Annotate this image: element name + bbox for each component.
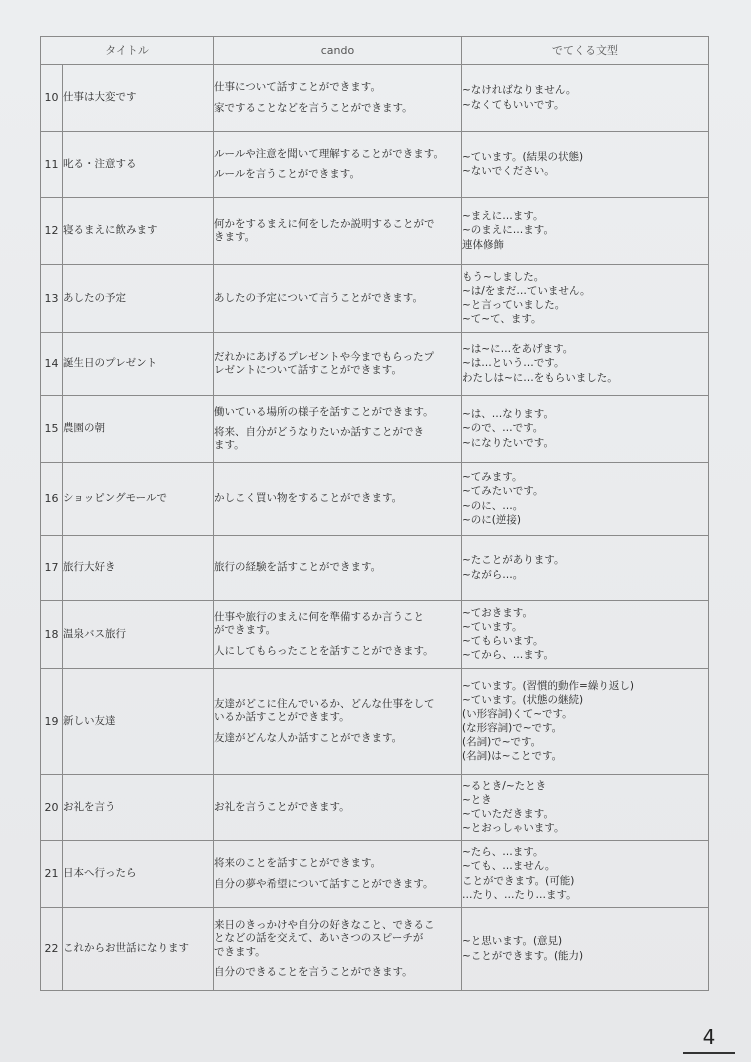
grammar-pattern: ~ながら…。 [462,568,524,581]
table-header-row [41,37,709,65]
lesson-number: 18 [41,601,63,669]
cando-statement: 人にしてもらったことを話すことができます。 [214,644,434,657]
grammar-pattern: ~てみたいです。 [462,485,544,498]
lesson-number: 10 [41,65,63,132]
cando-statement: 仕事や旅行のまえに何を準備するか言うこと ができます。 [214,611,424,637]
lesson-number: 20 [41,775,63,841]
table-body [41,65,709,991]
grammar-cell [462,463,709,536]
cando-statement: だれかにあげるプレゼントや今までもらったプ レゼントについて話すことができます。 [214,350,435,376]
cando-statement: 友達がどこに住んでいるか、どんな仕事をして いるか話すことができます。 [214,698,435,724]
lesson-title: 新しい友達 [63,669,214,775]
cando-statement: 何かをするまえに何をしたか説明することがで きます。 [214,217,435,243]
lesson-number: 11 [41,132,63,198]
cando-cell [214,536,462,601]
cando-cell [214,265,462,333]
cando-statement: 自分の夢や希望について話すことができます。 [214,877,434,890]
grammar-cell [462,132,709,198]
grammar-pattern: ~ていただきます。 [462,808,554,820]
grammar-pattern: ~になりたいです。 [462,436,554,449]
cando-statement: 旅行の経験を話すことができます。 [214,561,382,574]
grammar-cell [462,65,709,132]
grammar-pattern: ~と思います。(意見) [462,935,563,948]
grammar-pattern: 連体修飾 [462,238,504,251]
grammar-cell [462,333,709,396]
cando-statement: 将来のことを話すことができます。 [214,857,382,870]
lesson-number: 13 [41,265,63,333]
grammar-pattern: ~るとき/~たとき [462,779,547,792]
table-row [41,463,709,536]
grammar-cell [462,841,709,908]
grammar-pattern: ~ことができます。(能力) [462,949,584,962]
lesson-title: 日本へ行ったら [63,841,214,908]
lesson-title: あしたの予定 [63,265,214,333]
table-row [41,265,709,333]
grammar-pattern: ことができます。(可能) [462,874,575,887]
page-number: 4 [702,1025,716,1049]
grammar-pattern: ~のに、…。 [462,499,524,512]
header-grammar-column: でてくる文型 [462,37,709,65]
grammar-pattern: ~なければなりません。 [462,84,577,97]
grammar-pattern: ~ので、…です。 [462,422,544,435]
table-row [41,908,709,991]
grammar-pattern: ~のに(逆接) [462,513,521,526]
table-row [41,132,709,198]
table-row [41,396,709,463]
grammar-pattern: ~ています。 [462,620,523,633]
grammar-pattern: ~ても、…ません。 [462,860,556,873]
cando-statement: ルールを言うことができます。 [214,168,360,180]
cando-statement: 来日のきっかけや自分の好きなこと、できるこ となどの話を交えて、あいさつのスピーチが できます。 [214,919,435,958]
grammar-pattern: ~なくてもいいです。 [462,98,565,111]
grammar-pattern: ~たら、…ます。 [462,846,544,859]
cando-cell [214,669,462,775]
grammar-pattern: (名詞)で~です。 [462,736,542,749]
grammar-pattern: ~ています。(状態の継続) [462,693,584,706]
cando-statement: あしたの予定について言うことができます。 [214,291,423,304]
grammar-pattern: ~てもらいます。 [462,635,544,647]
lesson-number: 21 [41,841,63,908]
grammar-pattern: ~と言っていました。 [462,299,566,311]
grammar-pattern: ~とき [462,793,492,806]
grammar-pattern: ~は~に…をあげます。 [462,343,574,356]
grammar-pattern: ~ないでください。 [462,165,555,177]
table-row [41,65,709,132]
grammar-pattern: …たり、…たり…ます。 [462,888,577,901]
table-row [41,536,709,601]
grammar-pattern: ~てから、…ます。 [462,649,554,662]
grammar-pattern: (い形容詞)くて~です。 [462,707,573,720]
lesson-number: 17 [41,536,63,601]
lesson-title: 温泉バス旅行 [63,601,214,669]
grammar-pattern: ~ています。(習慣的動作=繰り返し) [462,679,634,692]
lesson-title: お礼を言う [63,775,214,841]
cando-statement: 家ですることなどを言うことができます。 [214,101,413,114]
cando-statement: お礼を言うことができます。 [214,800,350,813]
cando-cell [214,333,462,396]
grammar-cell [462,198,709,265]
table-row [41,601,709,669]
cando-statement: 仕事について話すことができます。 [214,81,381,94]
table-row [41,198,709,265]
cando-cell [214,198,462,265]
cando-statement: 自分のできることを言うことができます。 [214,965,413,978]
grammar-pattern: (名詞)は~ことです。 [462,750,563,763]
grammar-cell [462,396,709,463]
page-number-rule [683,1052,735,1054]
cando-cell [214,908,462,991]
grammar-pattern: ~は/をまだ…ていません。 [462,284,591,297]
cando-cell [214,841,462,908]
cando-cell [214,463,462,536]
lesson-number: 12 [41,198,63,265]
grammar-pattern: (な形容詞)で~です。 [462,722,563,734]
grammar-pattern: ~まえに…ます。 [462,210,544,223]
lesson-title: 仕事は大変です [63,65,214,132]
grammar-pattern: もう~しました。 [462,270,545,283]
grammar-cell [462,908,709,991]
lesson-number: 15 [41,396,63,463]
lesson-title: 寝るまえに飲みます [63,198,214,265]
lesson-title: 叱る・注意する [63,132,214,198]
grammar-cell [462,536,709,601]
cando-cell [214,65,462,132]
lesson-number: 14 [41,333,63,396]
lesson-title: ショッピングモールで [63,463,214,536]
cando-statement: 働いている場所の様子を話すことができます。 [214,405,434,418]
grammar-pattern: ~ておきます。 [462,606,533,619]
cando-statement: ルールや注意を聞いて理解することができます。 [214,147,444,160]
cando-cell [214,601,462,669]
grammar-pattern: ~とおっしゃいます。 [462,822,565,835]
grammar-pattern: わたしは~に…をもらいました。 [462,371,618,384]
grammar-pattern: ~は、…なります。 [462,408,554,421]
table-row [41,333,709,396]
cando-statement: 将来、自分がどうなりたいか話すことができ ます。 [214,425,424,452]
lesson-title: 農園の朝 [63,396,214,463]
lesson-title: 誕生日のプレゼント [63,333,214,396]
grammar-pattern: ~は…という…です。 [462,357,565,370]
cando-cell [214,775,462,841]
lesson-title: 旅行大好き [63,536,214,601]
table-row [41,841,709,908]
grammar-cell [462,601,709,669]
lesson-number: 16 [41,463,63,536]
cando-statement: 友達がどんな人か話すことができます。 [214,731,403,744]
grammar-cell [462,265,709,333]
grammar-cell [462,775,709,841]
grammar-cell [462,669,709,775]
cando-cell [214,132,462,198]
lesson-title: これからお世話になります [63,908,214,991]
header-title-column: タイトル [41,37,214,65]
header-cando-column: cando [214,37,462,65]
lesson-table [40,36,709,991]
cando-statement: かしこく買い物をすることができます。 [214,492,403,505]
lesson-number: 22 [41,908,63,991]
grammar-pattern: ~て~て、ます。 [462,313,542,326]
grammar-pattern: ~てみます。 [462,471,523,484]
lesson-number: 19 [41,669,63,775]
table-row [41,669,709,775]
grammar-pattern: ~ています。(結果の状態) [462,150,584,163]
table-row [41,775,709,841]
grammar-pattern: ~たことがあります。 [462,554,565,567]
grammar-pattern: ~のまえに…ます。 [462,224,554,237]
cando-cell [214,396,462,463]
